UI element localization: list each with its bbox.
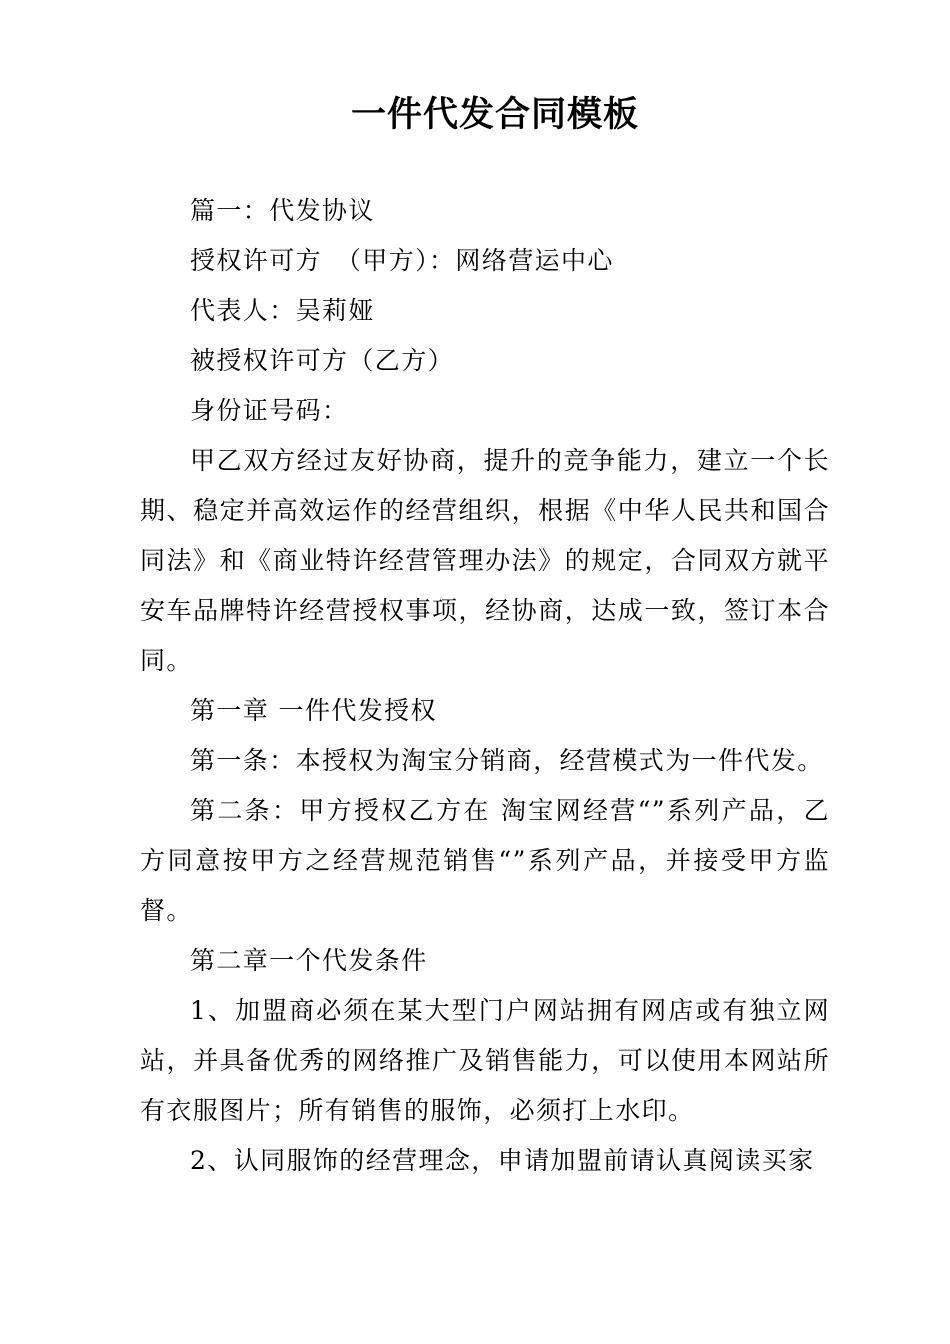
- paragraph-party-a: 授权许可方 （甲方）：网络营运中心: [190, 246, 614, 275]
- paragraph-article-two: 第二条：甲方授权乙方在 淘宝网经营“”系列产品，乙方同意按甲方之经营规范销售“”系列产品，并接受甲方监督。: [140, 796, 830, 925]
- document-body: [140, 186, 830, 1186]
- paragraph-chapter-two: 第二章一个代发条件: [190, 946, 428, 975]
- paragraph-preamble: 甲乙双方经过友好协商，提升的竞争能力，建立一个长期、稳定并高效运作的经营组织，根据《中华人民共和国合同法》和《商业特许经营管理办法》的规定，合同双方就平安车品牌特许经营授权事项，经协商，达成一致，签订本合同。: [140, 446, 830, 675]
- paragraph-chapter-one: 第一章 一件代发授权: [190, 696, 437, 725]
- paragraph-id-number: 身份证号码：: [190, 396, 349, 425]
- document-title: 一件代发合同模板: [350, 95, 639, 135]
- paragraph-article-one: 第一条：本授权为淘宝分销商，经营模式为一件代发。: [190, 746, 824, 775]
- paragraph-section-heading: 篇一：代发协议: [190, 196, 375, 225]
- paragraph-condition-one: 1、加盟商必须在某大型门户网站拥有网店或有独立网站，并具备优秀的网络推广及销售能力，可以使用本网站所有衣服图片；所有销售的服饰，必须打上水印。: [140, 996, 830, 1125]
- paragraph-representative: 代表人：吴莉娅: [190, 296, 375, 325]
- paragraph-party-b: 被授权许可方（乙方）: [190, 346, 455, 375]
- paragraph-condition-two: 2、认同服饰的经营理念，申请加盟前请认真阅读买家: [190, 1146, 815, 1175]
